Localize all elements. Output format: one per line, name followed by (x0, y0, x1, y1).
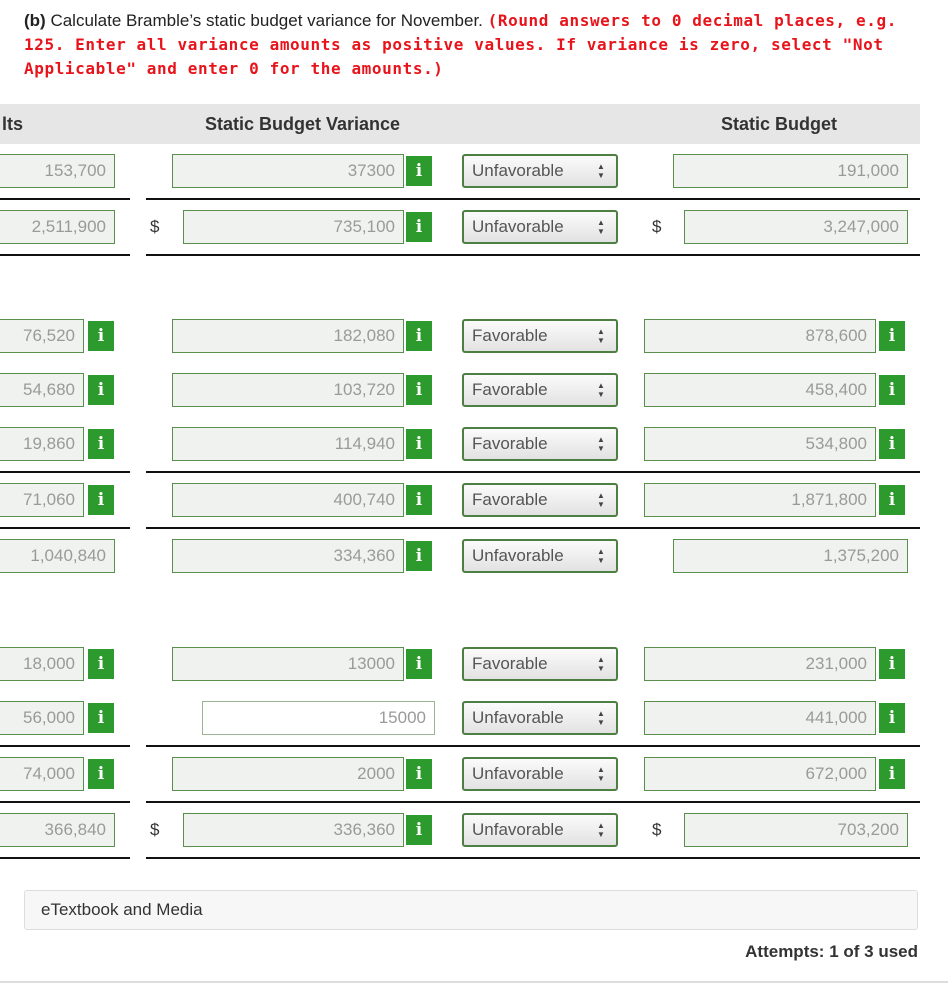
currency-symbol: $ (150, 820, 160, 839)
static-budget-input[interactable]: 191,000 (673, 154, 908, 188)
select-arrows-icon: ▲ ▼ (597, 765, 605, 783)
divider (0, 527, 130, 529)
divider (0, 254, 130, 256)
variance-input[interactable]: 2000 (172, 757, 404, 791)
select-arrows-icon: ▲ ▼ (597, 709, 605, 727)
info-icon[interactable]: i (879, 321, 905, 351)
divider (0, 801, 130, 803)
actual-input[interactable]: 76,520 (0, 319, 84, 353)
static-budget-input[interactable]: 878,600 (644, 319, 876, 353)
actual-input[interactable]: 54,680 (0, 373, 84, 407)
select-arrows-icon: ▲ ▼ (597, 162, 605, 180)
variance-type-select[interactable]: Unfavorable ▲ ▼ (462, 539, 618, 573)
divider (0, 857, 130, 859)
requirement-text: (Round answers to 0 decimal places, e.g. 125. Enter all variance amounts as positive values. If variance is zero, select "Not Applicable" and enter 0 for the amounts.) (24, 11, 897, 78)
select-arrows-icon: ▲ ▼ (597, 655, 605, 673)
static-budget-input[interactable]: 534,800 (644, 427, 876, 461)
divider (0, 198, 130, 200)
actual-input[interactable]: 71,060 (0, 483, 84, 517)
variance-input[interactable]: 103,720 (172, 373, 404, 407)
actual-input[interactable]: 19,860 (0, 427, 84, 461)
info-icon[interactable]: i (406, 375, 432, 405)
static-budget-input[interactable]: 231,000 (644, 647, 876, 681)
variance-type-select[interactable]: Unfavorable ▲ ▼ (462, 210, 618, 244)
variance-type-select[interactable]: Favorable ▲ ▼ (462, 373, 618, 407)
variance-type-select[interactable]: Favorable ▲ ▼ (462, 427, 618, 461)
actual-input[interactable]: 153,700 (0, 154, 115, 188)
bottom-divider (0, 981, 948, 983)
actual-input[interactable]: 18,000 (0, 647, 84, 681)
info-icon[interactable]: i (879, 375, 905, 405)
info-icon[interactable]: i (406, 541, 432, 571)
select-arrows-icon: ▲ ▼ (597, 218, 605, 236)
info-icon[interactable]: i (406, 156, 432, 186)
divider (146, 527, 920, 529)
info-icon[interactable]: i (879, 485, 905, 515)
divider (146, 254, 920, 256)
info-icon[interactable]: i (406, 759, 432, 789)
info-icon[interactable]: i (879, 759, 905, 789)
variance-type-select[interactable]: Unfavorable ▲ ▼ (462, 813, 618, 847)
select-arrows-icon: ▲ ▼ (597, 381, 605, 399)
part-label: (b) (24, 11, 46, 30)
currency-symbol: $ (652, 217, 662, 236)
currency-symbol: $ (652, 820, 662, 839)
info-icon[interactable]: i (88, 649, 114, 679)
variance-input[interactable]: 114,940 (172, 427, 404, 461)
instructions (24, 9, 934, 81)
variance-type-select[interactable]: Favorable ▲ ▼ (462, 483, 618, 517)
variance-input[interactable]: 182,080 (172, 319, 404, 353)
etextbook-media-button[interactable]: eTextbook and Media (24, 890, 918, 930)
select-arrows-icon: ▲ ▼ (597, 435, 605, 453)
variance-type-select[interactable]: Unfavorable ▲ ▼ (462, 701, 618, 735)
header-static-budget: Static Budget (721, 114, 838, 134)
static-budget-input[interactable]: 672,000 (644, 757, 876, 791)
divider (146, 801, 920, 803)
info-icon[interactable]: i (406, 212, 432, 242)
info-icon[interactable]: i (406, 429, 432, 459)
info-icon[interactable]: i (879, 429, 905, 459)
info-icon[interactable]: i (406, 485, 432, 515)
select-arrows-icon: ▲ ▼ (597, 547, 605, 565)
divider (0, 471, 130, 473)
variance-input[interactable]: 336,360 (183, 813, 404, 847)
info-icon[interactable]: i (88, 429, 114, 459)
select-arrows-icon: ▲ ▼ (597, 491, 605, 509)
variance-input[interactable]: 13000 (172, 647, 404, 681)
header-static-budget-variance: Static Budget Variance (205, 114, 401, 134)
actual-input[interactable]: 1,040,840 (0, 539, 115, 573)
divider (146, 745, 920, 747)
actual-input[interactable]: 56,000 (0, 701, 84, 735)
info-icon[interactable]: i (88, 759, 114, 789)
info-icon[interactable]: i (879, 649, 905, 679)
variance-input[interactable]: 334,360 (172, 539, 404, 573)
variance-type-select[interactable]: Favorable ▲ ▼ (462, 647, 618, 681)
variance-input[interactable]: 400,740 (172, 483, 404, 517)
static-budget-input[interactable]: 1,871,800 (644, 483, 876, 517)
actual-input[interactable]: 366,840 (0, 813, 115, 847)
info-icon[interactable]: i (88, 703, 114, 733)
divider (146, 471, 920, 473)
info-icon[interactable]: i (406, 815, 432, 845)
divider (0, 745, 130, 747)
info-icon[interactable]: i (406, 649, 432, 679)
select-arrows-icon: ▲ ▼ (597, 327, 605, 345)
actual-input[interactable]: 74,000 (0, 757, 84, 791)
variance-input[interactable]: 15000 (202, 701, 435, 735)
header-results: lts (2, 114, 24, 134)
variance-type-select[interactable]: Unfavorable ▲ ▼ (462, 154, 618, 188)
select-arrows-icon: ▲ ▼ (597, 821, 605, 839)
static-budget-input[interactable]: 458,400 (644, 373, 876, 407)
static-budget-input[interactable]: 1,375,200 (673, 539, 908, 573)
info-icon[interactable]: i (88, 375, 114, 405)
variance-type-select[interactable]: Favorable ▲ ▼ (462, 319, 618, 353)
info-icon[interactable]: i (88, 321, 114, 351)
static-budget-input[interactable]: 703,200 (684, 813, 908, 847)
actual-input[interactable]: 2,511,900 (0, 210, 115, 244)
divider (146, 857, 920, 859)
currency-symbol: $ (150, 217, 160, 236)
static-budget-input[interactable]: 441,000 (644, 701, 876, 735)
info-icon[interactable]: i (406, 321, 432, 351)
info-icon[interactable]: i (88, 485, 114, 515)
info-icon[interactable]: i (879, 703, 905, 733)
variance-input[interactable]: 37300 (172, 154, 404, 188)
divider (146, 198, 920, 200)
variance-input[interactable]: 735,100 (183, 210, 404, 244)
variance-type-select[interactable]: Unfavorable ▲ ▼ (462, 757, 618, 791)
attempts-counter: Attempts: 1 of 3 used (745, 942, 918, 961)
static-budget-input[interactable]: 3,247,000 (684, 210, 908, 244)
instruction-text: Calculate Bramble’s static budget variance for November. (45, 11, 488, 30)
